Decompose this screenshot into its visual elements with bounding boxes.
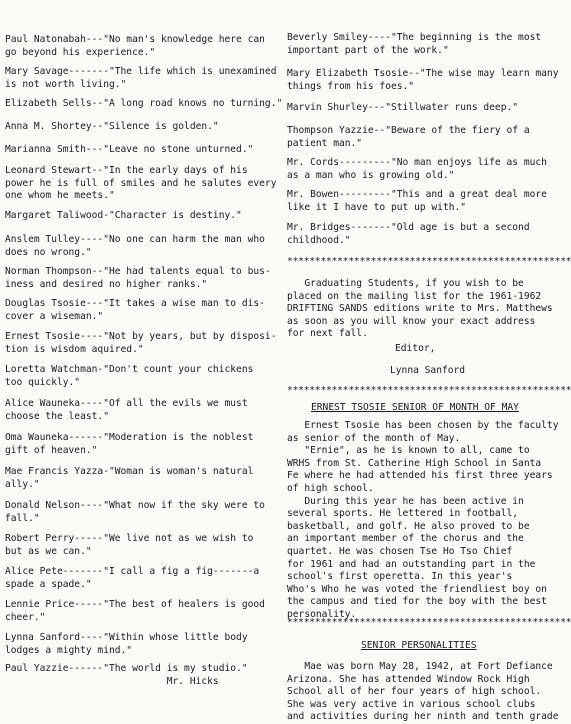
quote-right xyxy=(287,125,530,150)
text-line: an important member of the chorus and the xyxy=(287,533,524,545)
text-line: basketball, and golf. He also proved to be xyxy=(287,520,530,532)
quote-left xyxy=(5,632,248,657)
text-line: Mr. Bridges-------"Old age is but a second xyxy=(287,222,530,233)
text-line: Ernest Tsosie has been chosen by the faculty xyxy=(287,420,559,431)
section-heading: SENIOR PERSONALITIES xyxy=(361,640,477,651)
quote-left xyxy=(5,210,242,223)
text-line: WRHS from St. Catherine High School in Santa xyxy=(287,457,542,469)
text-line: Leonard Stewart--"In the early days of his xyxy=(5,165,248,176)
quote-left xyxy=(5,98,282,111)
text-line: go beyond his experience." xyxy=(5,46,156,58)
text-line: Alice Wauneka----"Of all the evils we must xyxy=(5,398,248,409)
text-line: Lennie Price-----"The best of healers is good xyxy=(5,599,265,610)
quote-left xyxy=(5,599,265,624)
text-line: Mary Savage-------"The life which is unexamined xyxy=(5,66,277,77)
text-line: placed on the mailing list for the 1961-1962 xyxy=(287,290,542,302)
text-line: Elizabeth Sells--"A long road knows no turning." xyxy=(5,98,283,109)
text-line: power he is full of smiles and he salutes every xyxy=(5,177,277,189)
text-line: Thompson Yazzie--"Beware of the fiery of a xyxy=(287,125,530,136)
text-line: fall." xyxy=(5,512,40,524)
quote-right xyxy=(287,189,547,214)
text-line: for 1961 and had an outstanding part in the xyxy=(287,558,536,570)
text-line: Lynna Sanford----"Within whose little body xyxy=(5,632,248,643)
text-line: tion is wisdom aquired." xyxy=(5,343,144,355)
text-line: Robert Perry-----"We live not as we wish to xyxy=(5,533,254,544)
text-line: Beverly Smiley----"The beginning is the most xyxy=(287,32,542,43)
quote-left xyxy=(5,144,253,157)
quote-left xyxy=(5,533,253,558)
text-line: Anna M. Shortey--"Silence is golden." xyxy=(5,121,219,132)
quote-left xyxy=(5,466,253,491)
text-line: one whom he meets." xyxy=(5,190,115,202)
divider-stars: *************************************************** xyxy=(287,385,571,396)
text-line: Arizona. She has attended Window Rock High xyxy=(287,673,530,685)
mailing-notice xyxy=(287,278,553,341)
text-line: as a man who is growing old." xyxy=(287,169,455,181)
text-line: Alice Pete-------"I call a fig a fig-------a xyxy=(5,566,260,577)
text-line: Anslem Tulley----"No one can harm the man who xyxy=(5,234,265,245)
text-line: quartet. He was chosen Tse Ho Tso Chief xyxy=(287,545,513,557)
section-heading: ERNEST TSOSIE SENIOR OF MONTH OF MAY xyxy=(311,402,519,413)
text-line: several sports. He lettered in football, xyxy=(287,508,519,520)
quote-left xyxy=(5,398,248,423)
quote-right xyxy=(287,32,541,57)
text-line: She was very active in various school clubs xyxy=(287,698,536,710)
text-line: Mae Francis Yazza-"Woman is woman's natural xyxy=(5,466,254,477)
quote-left xyxy=(5,331,276,356)
quote-left xyxy=(5,432,253,457)
text-line: cheer." xyxy=(5,611,46,623)
text-line: "Ernie", as he is known to all, came to xyxy=(287,445,530,457)
text-line: DRIFTING SANDS editions write to Mrs. Matthews xyxy=(287,303,553,315)
text-line: for next fall. xyxy=(287,328,368,340)
text-line: personality. xyxy=(287,608,357,620)
text-line: Marvin Shurley---"Stillwater runs deep." xyxy=(287,102,519,113)
text-line: gift of heaven." xyxy=(5,444,98,456)
text-line: lodges a mighty mind." xyxy=(5,644,133,656)
quote-right xyxy=(287,68,558,93)
quote-left xyxy=(5,165,276,203)
text-line: important part of the work." xyxy=(287,44,449,56)
text-line: Ernest Tsosie----"Not by years, but by disposi- xyxy=(5,331,277,342)
text-line: the campus and tied for the boy with the best xyxy=(287,596,547,608)
quote-left xyxy=(5,34,265,59)
quote-left xyxy=(5,121,219,134)
text-line: iness and desired no higher ranks." xyxy=(5,278,208,290)
text-line: Mr. Bowen---------"This and a great deal more xyxy=(287,189,547,200)
quote-left xyxy=(5,500,265,525)
text-line: Norman Thompson--"He had talents equal to bus- xyxy=(5,266,271,277)
text-line: Paul Yazzie------"The world is my studio." xyxy=(5,663,248,674)
text-line: patient man." xyxy=(287,137,363,149)
text-line: Mr. Hicks xyxy=(5,675,219,687)
editor-name: Lynna Sanford xyxy=(390,365,466,376)
text-line: does no wrong." xyxy=(5,246,92,258)
text-line: Marianna Smith---"Leave no stone unturned." xyxy=(5,144,254,155)
text-line: spade a spade." xyxy=(5,578,92,590)
text-line: Who's Who he was voted the friendliest boy on xyxy=(287,583,547,595)
text-line: Graduating Students, if you wish to be xyxy=(287,278,524,289)
text-line: During this year he has been active in xyxy=(287,495,524,507)
text-line: Mary Elizabeth Tsosie--"The wise may learn many xyxy=(287,68,559,79)
text-line: Donald Nelson----"What now if the sky were to xyxy=(5,500,265,511)
text-line: like it I have to put up with." xyxy=(287,201,467,213)
senior-month-article xyxy=(287,420,558,622)
text-line: Loretta Watchman-"Don't count your chickens xyxy=(5,364,254,375)
divider-stars: *************************************************** xyxy=(287,256,571,267)
text-line: school's first operetta. In this year's xyxy=(287,571,513,583)
quote-left xyxy=(5,298,265,323)
text-line: too quickly." xyxy=(5,376,81,388)
quote-left xyxy=(5,364,253,389)
text-line: of high school. xyxy=(287,482,374,494)
quote-left xyxy=(5,663,248,688)
quote-right xyxy=(287,222,530,247)
quote-left xyxy=(5,266,271,291)
text-line: and activities during her ninth and tenth grade xyxy=(287,711,559,723)
text-line: but as we can." xyxy=(5,545,92,557)
text-line: Mr. Cords---------"No man enjoys life as much xyxy=(287,157,547,168)
text-line: as senior of the month of May. xyxy=(287,432,461,444)
text-line: choose the least." xyxy=(5,410,109,422)
text-line: ally." xyxy=(5,478,40,490)
quote-left xyxy=(5,234,265,259)
text-line: things from his foes." xyxy=(287,80,415,92)
text-line: Oma Wauneka------"Moderation is the noblest xyxy=(5,432,254,443)
text-line: cover a wiseman." xyxy=(5,310,104,322)
quote-right xyxy=(287,157,547,182)
text-line: Douglas Tsosie---"It takes a wise man to dis- xyxy=(5,298,265,309)
quote-left xyxy=(5,66,276,91)
divider-stars: *************************************************** xyxy=(287,617,571,628)
text-line: as soon as you will know your exact address xyxy=(287,315,536,327)
quote-left xyxy=(5,566,259,591)
text-line: Fe where he had attended his first three years xyxy=(287,470,553,482)
quote-right xyxy=(287,102,518,115)
senior-personalities-article xyxy=(287,661,558,724)
text-line: is not worth living." xyxy=(5,78,127,90)
text-line: Margaret Taliwood-"Character is destiny." xyxy=(5,210,242,221)
text-line: School all of her four years of high school. xyxy=(287,686,542,698)
editor-label: Editor, xyxy=(395,343,436,354)
text-line: Mae was born May 28, 1942, at Fort Defiance xyxy=(287,661,553,672)
text-line: childhood." xyxy=(287,234,351,246)
text-line: Paul Natonabah---"No man's knowledge here can xyxy=(5,34,265,45)
